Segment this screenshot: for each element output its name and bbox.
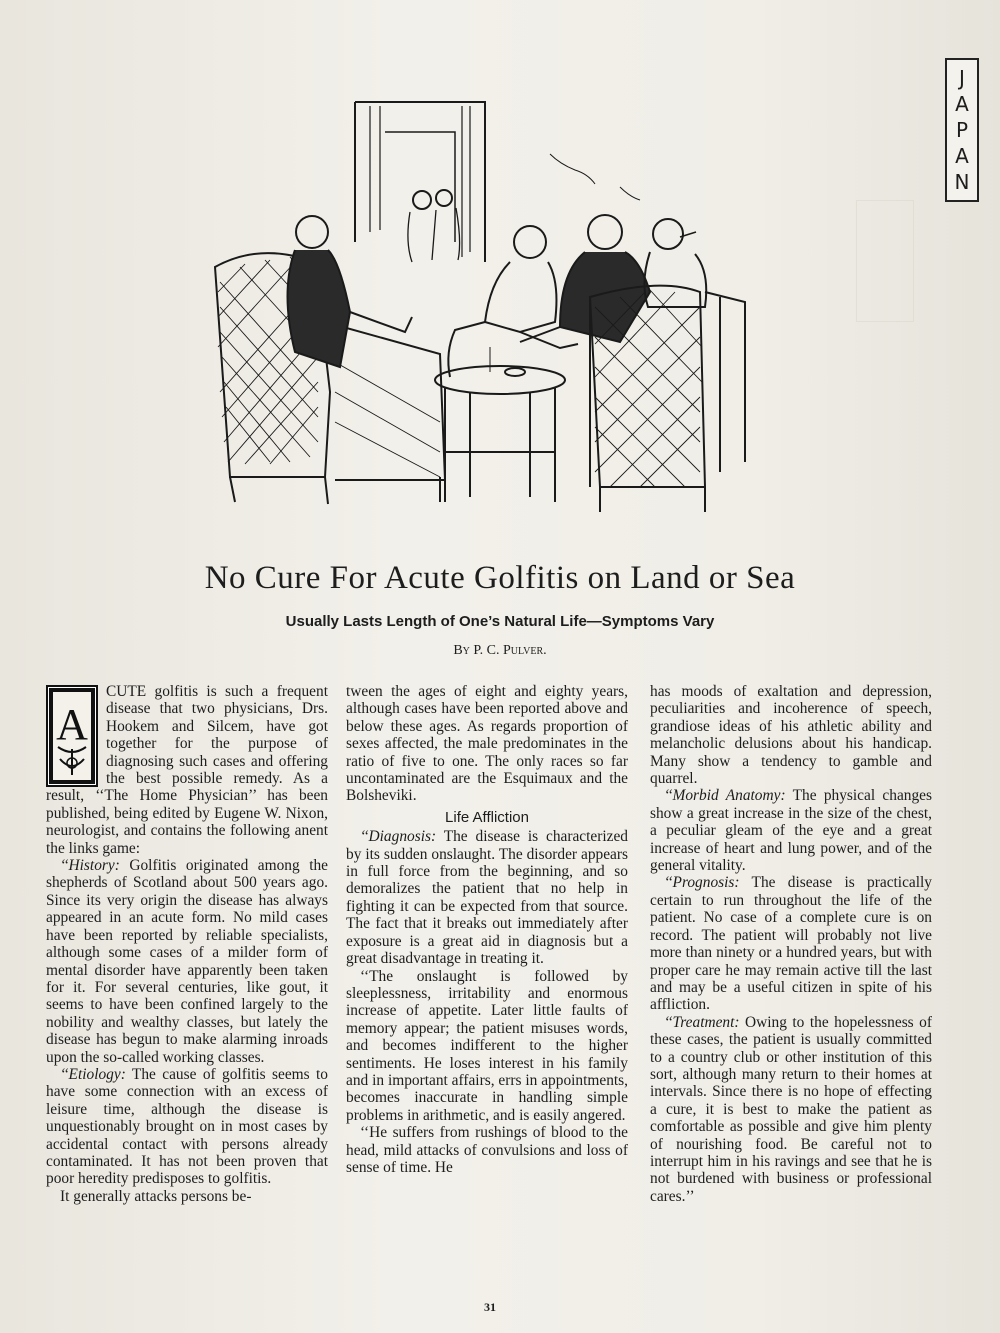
paragraph-ages: tween the ages of eight and eighty years, although cases have been reported above and below these ages. As regards proportion of sexes affected, the male predominates in the ratio of five to one. The only races so far uncontaminated are the Esquimaux and the Bolsheviki.: [346, 683, 628, 805]
article-title: No Cure For Acute Golfitis on Land or Sea: [204, 560, 796, 596]
paragraph-moods: has moods of exaltation and depression, peculiarities and incoherence of speech, grandiose ideas of his athletic ability and melancholic delusions about his handicap. Many show a tendency to gamble and quarrel.: [650, 683, 932, 788]
article-column-3: [650, 683, 932, 1205]
prognosis-lead: ‘‘Prognosis:: [664, 874, 740, 892]
article-subtitle: Usually Lasts Length of One’s Natural Life—Symptoms Vary: [285, 613, 715, 630]
ornamental-dropcap: [46, 685, 98, 787]
tab-letter: A: [955, 92, 969, 116]
paragraph-prognosis: [650, 874, 932, 1013]
japan-side-tab: [945, 58, 979, 202]
diagnosis-text: The disease is characterized by its sudden onslaught. The disorder appears in full force from the beginning, and so demoralizes the patient that no help in fighting it can be expected from that source. The fact that it breaks out immediately after exposure is a great aid in diagnosis but a great disadvantage in treating it.: [346, 828, 628, 968]
etiology-lead: ‘‘Etiology:: [60, 1065, 126, 1083]
paragraph-intro: CUTE golfitis is such a frequent disease that two physicians, Drs. Hookem and Silcem, have got together for the purpose of diagnosing such cases and offering the best possible remedy. As a result, ‘‘The Home Physician’’ has been published, being edited by Eugene W. Nixon, neurologist, and contains the following anent the links game:: [46, 683, 328, 857]
page-number: 31: [484, 1300, 496, 1314]
section-heading: Life Affliction: [445, 808, 529, 826]
treatment-lead: ‘‘Treatment:: [664, 1013, 740, 1031]
etiology-text: The cause of golfitis seems to have some connection with an excess of leisure time, although the disease is unquestionably brought on in most cases by accidental contact with persons already contaminated. It has not been proven that poor heredity predisposes to golfitis.: [46, 1065, 328, 1188]
paragraph-diagnosis: [346, 828, 628, 967]
tab-letter: P: [955, 118, 969, 142]
paragraph-history: [46, 857, 328, 1066]
paragraph-etiology: [46, 1066, 328, 1188]
prognosis-text: The disease is practically certain to run throughout the life of the patient. No case of a complete cure is on record. The patient will probably not live more than ninety or a hundred years, but with proper care he may remain active till the last and may be a useful citizen in spite of his affliction.: [650, 874, 932, 1014]
bleed-through-image: [856, 200, 914, 322]
treatment-text: Owing to the hopelessness of these cases, the patient is usually committed to a country club or other institution of this sort, although many return to their homes at intervals. Since there is no hope of effecting a cure, it is best to make the patient as comfortable as possible and give him plenty of nourishing food. Be careful not to interrupt him in his ravings and see that he is not burdened with business or professional cares.’’: [650, 1013, 932, 1205]
article-column-1: [46, 683, 328, 1205]
golfers-lounge-illustration: [200, 92, 780, 532]
diagnosis-lead: ‘‘Diagnosis:: [360, 828, 437, 846]
tab-letter: A: [955, 144, 969, 168]
history-text: Golfitis originated among the shepherds of Scotland about 500 years ago. Since its very origin the disease has always appeared in an acute form. No mild cases have been reported by reliable specialists, although some cases of a milder form of mental disorder have apparently been taken for it. For several centuries, like gout, it seems to have been confined largely to the nobility and wealthy classes, but lately the disease has begun to make alarming inroads upon the so-called working classes.: [46, 857, 328, 1066]
paragraph-morbid-anatomy: [650, 787, 932, 874]
article-byline: By P. C. Pulver.: [453, 643, 547, 658]
article-column-2: [346, 683, 628, 1176]
morbid-anatomy-text: The physical changes show a great increase in the size of the chest, a peculiar gleam of the eye and a great increase of heart and lung power, and of the general vitality.: [650, 787, 932, 875]
dropcap-letter: A: [56, 700, 88, 749]
morbid-anatomy-lead: ‘‘Morbid Anatomy:: [664, 787, 786, 805]
tab-letter: N: [954, 170, 970, 194]
history-lead: ‘‘History:: [60, 857, 120, 875]
paragraph-onslaught: ‘‘The onslaught is followed by sleeplessness, irritability and enormous increase of appetite. Later little faults of memory appear; the patient misuses words, and becomes indifferent to the higher sentiments. He loses interest in his family and in important affairs, errs in appointments, becomes inaccurate in handling simple problems in arithmetic, and is easily angered.: [346, 967, 628, 1124]
paragraph-continued: It generally attacks persons be-: [60, 1187, 252, 1205]
paragraph-rushings: ‘‘He suffers from rushings of blood to the head, mild attacks of convulsions and loss of sense of time. He: [346, 1124, 628, 1176]
paragraph-treatment: [650, 1014, 932, 1205]
tab-letter: J: [959, 66, 965, 90]
